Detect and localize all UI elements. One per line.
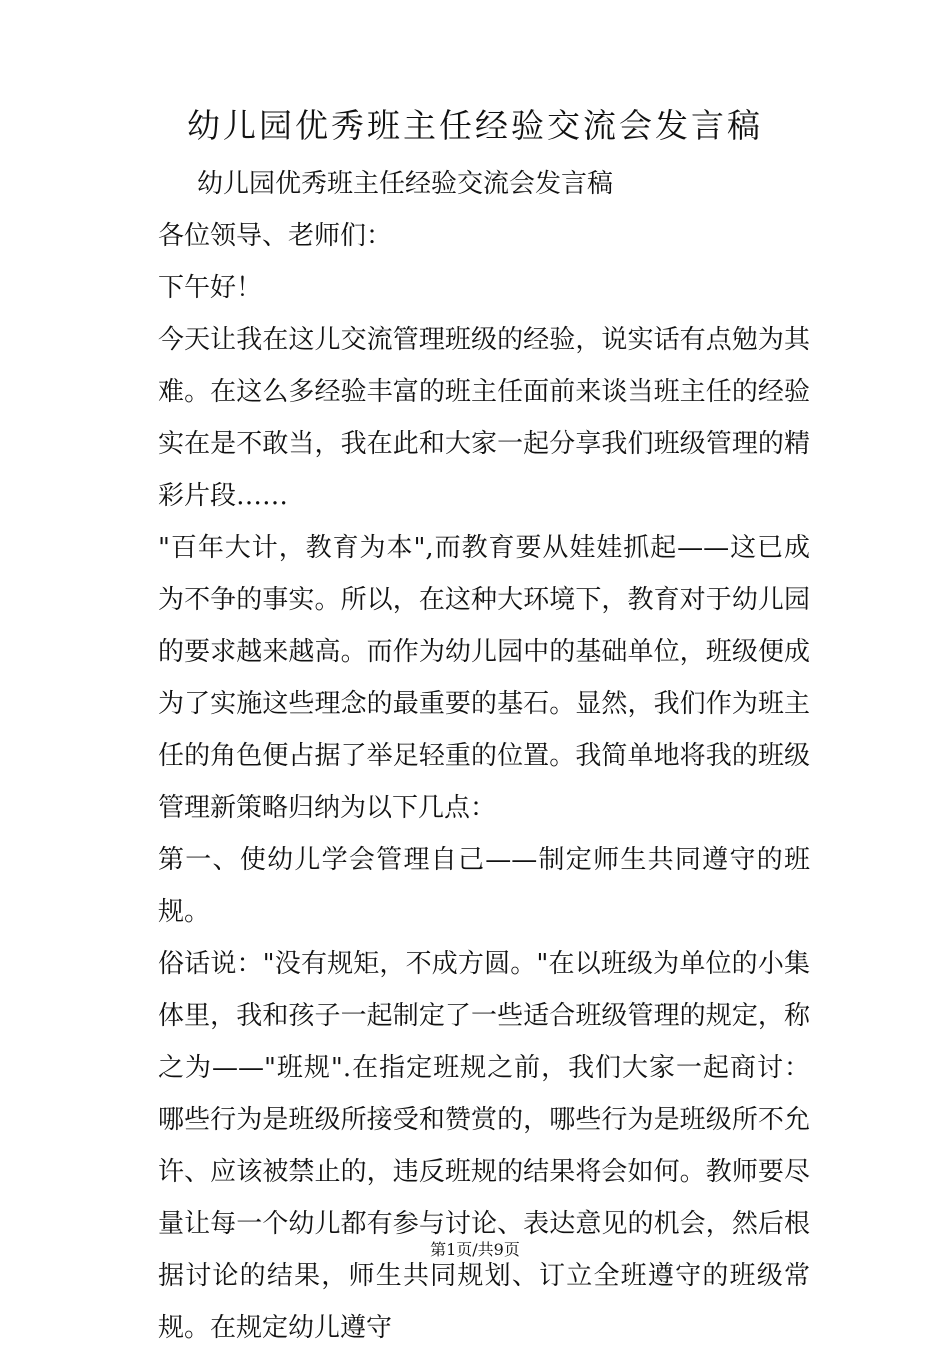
greeting: 下午好！ (158, 273, 263, 303)
document-title: 幼儿园优秀班主任经验交流会发言稿 (187, 106, 763, 145)
paragraph-intro: 今天让我在这儿交流管理班级的经验，说实话有点勉为其难。在这么多经验丰富的班主任面前来谈当班主任的经验实在是不敢当，我在此和大家一起分享我们班级管理的精彩片段…… (158, 325, 810, 511)
page-number: 第1页/共9页 (430, 1240, 520, 1259)
salutation: 各位领导、老师们： (158, 221, 393, 251)
paragraph-class-rules: 俗话说："没有规矩，不成方圆。"在以班级为单位的小集体里，我和孩子一起制定了一些适合班级管理的规定，称之为——"班规".在指定班规之前，我们大家一起商讨：哪些行为是班级所接受和赞赏的，哪些行为是班级所不允许、应该被禁止的，违反班规的结果将会如何。教师要尽量让每一个幼儿都有参与讨论、表达意见的机会，然后根据讨论的结果，师生共同规划、订立全班遵守的班级常规。在规定幼儿遵守 (158, 949, 810, 1343)
document-subtitle: 幼儿园优秀班主任经验交流会发言稿 (197, 169, 614, 199)
paragraph-point-one-heading: 第一、使幼儿学会管理自己——制定师生共同遵守的班规。 (158, 845, 810, 927)
document-body (145, 158, 810, 1354)
paragraph-education: "百年大计，教育为本",而教育要从娃娃抓起——这已成为不争的事实。所以，在这种大环境下，教育对于幼儿园的要求越来越高。而作为幼儿园中的基础单位，班级便成为了实施这些理念的最重要的基石。显然，我们作为班主任的角色便占据了举足轻重的位置。我简单地将我的班级管理新策略归纳为以下几点： (158, 533, 810, 823)
